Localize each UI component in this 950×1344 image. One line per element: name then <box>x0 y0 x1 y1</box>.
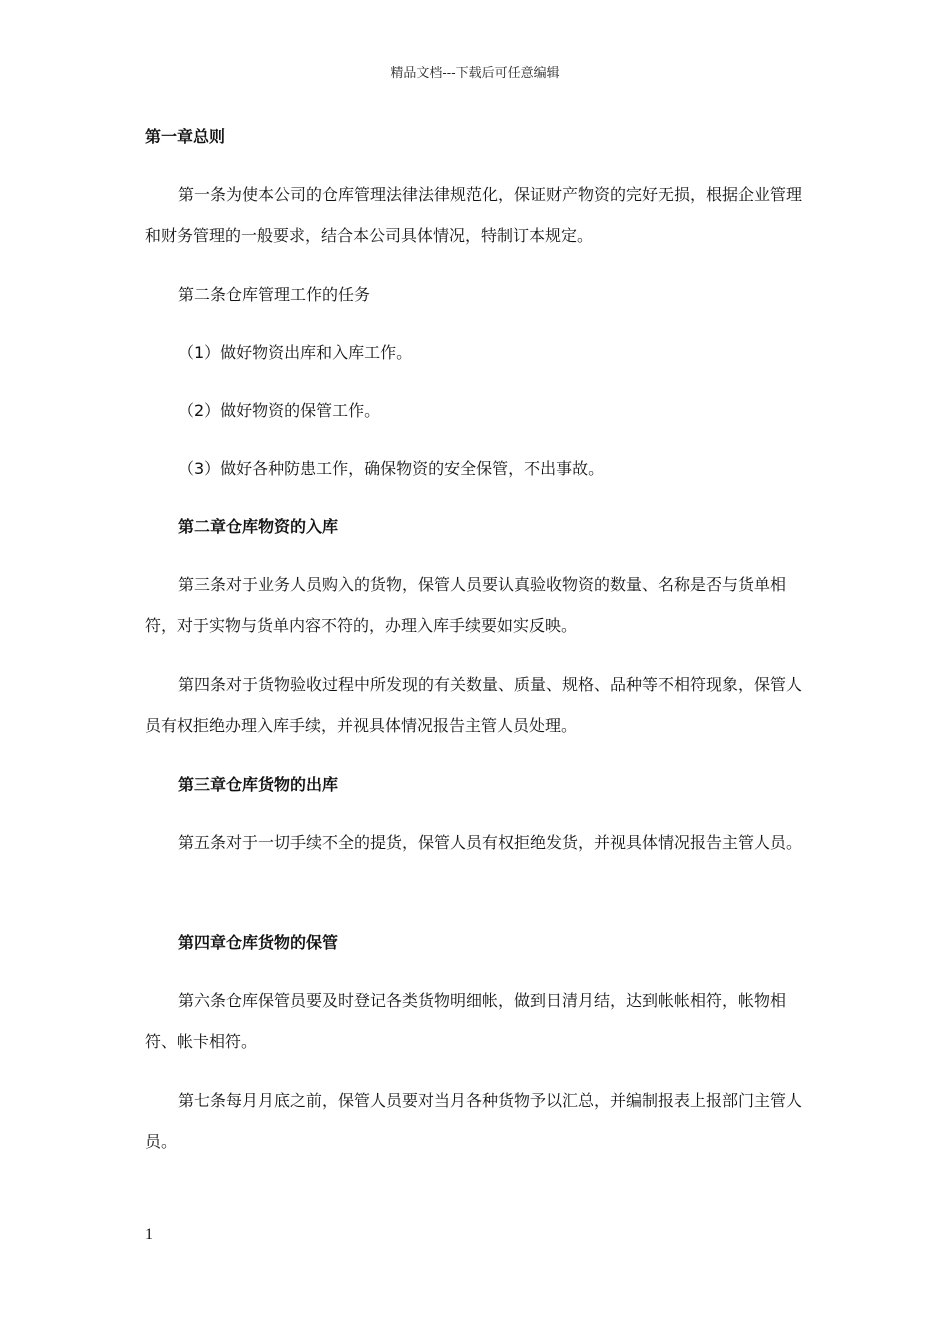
list-item-3: （3）做好各种防患工作，确保物资的安全保管，不出事故。 <box>178 459 605 478</box>
article-2: 第二条仓库管理工作的任务 <box>178 285 371 304</box>
article-4: 第四条对于货物验收过程中所发现的有关数量、质量、规格、品种等不相符现象，保管人员有权拒绝办理入库手续，并视具体情况报告主管人员处理。 <box>145 675 803 735</box>
article-6: 第六条仓库保管员要及时登记各类货物明细帐，做到日清月结，达到帐帐相符，帐物相符、帐卡相符。 <box>145 991 787 1051</box>
page-header: 精品文档---下载后可任意编辑 <box>390 66 560 81</box>
article-7: 第七条每月月底之前，保管人员要对当月各种货物予以汇总，并编制报表上报部门主管人员。 <box>145 1091 803 1151</box>
list-item-1: （1）做好物资出库和入库工作。 <box>178 343 413 362</box>
chapter-3-title: 第三章仓库货物的出库 <box>178 775 339 794</box>
article-5: 第五条对于一切手续不全的提货，保管人员有权拒绝发货，并视具体情况报告主管人员。 <box>178 833 803 852</box>
page-number: 1 <box>145 1226 153 1243</box>
article-1: 第一条为使本公司的仓库管理法律法律规范化，保证财产物资的完好无损，根据企业管理和财务管理的一般要求，结合本公司具体情况，特制订本规定。 <box>145 185 803 245</box>
chapter-2-title: 第二章仓库物资的入库 <box>178 517 339 536</box>
chapter-1-title: 第一章总则 <box>145 127 226 146</box>
article-3: 第三条对于业务人员购入的货物，保管人员要认真验收物资的数量、名称是否与货单相符，对于实物与货单内容不符的，办理入库手续要如实反映。 <box>145 575 787 635</box>
chapter-4-title: 第四章仓库货物的保管 <box>178 933 339 952</box>
list-item-2: （2）做好物资的保管工作。 <box>178 401 381 420</box>
